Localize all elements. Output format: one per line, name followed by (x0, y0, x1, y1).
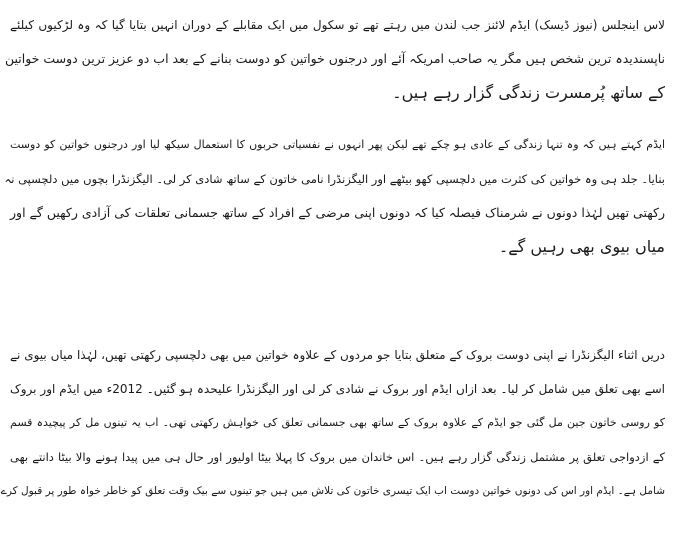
text-line: اسے بھی تعلق میں شامل کر لیا۔ بعد ازاں ایڈم اور بروک نے شادی کر لی اور الیگزنڈرا علیحدہ ہو گئیں۔ 2012ء میں ایڈم اور بروک (10, 382, 666, 396)
text-line: کے ازدواجی تعلق پر مشتمل زندگی گزار رہے ہیں۔ اس خاندان میں بروک کا پہلا بیٹا اولیور اور حال ہی میں پیدا ہونے والا بیٹا دانتے بھی (10, 450, 665, 464)
text-line: کو روسی خاتون جین مل گئی جو ایڈم کے علاوہ بروک کے ساتھ بھی جسمانی تعلق کی خواہش رکھتی تھی۔ اب یہ تینوں مل کر پیچیدہ قسم (10, 416, 665, 429)
text-line: بنایا۔ جلد ہی وہ خواتین کی کثرت میں دلچسپی کھو بیٹھے اور الیگزنڈرا نامی خاتون کے ساتھ شادی کر لی۔ الیگزنڈرا بچوں میں دلچسپی نہ (4, 172, 665, 186)
text-line: لاس اینجلس (نیوز ڈیسک) ایڈم لائنز جب لندن میں رہتے تھے تو سکول میں ایک مقابلے کے دوران انہیں بتایا گیا کہ وہ لڑکیوں کیلئے (10, 18, 665, 32)
paragraph (0, 128, 675, 264)
text-line: شامل ہے۔ ایڈم اور اس کی دونوں خواتین دوست اب ایک تیسری خاتون کی تلاش میں ہیں جو تینوں سے بیک وقت تعلق کو خاطر خواہ طور پر قبول کرے (0, 485, 665, 497)
text-line: کے ساتھ پُرمسرت زندگی گزار رہے ہیں۔ (392, 83, 665, 102)
text-line: میاں بیوی بھی رہیں گے۔ (498, 237, 665, 256)
text-line: ناپسندیدہ ترین شخص ہیں مگر یہ صاحب امریکہ آئے اور درجنوں خواتین کو دوست بنانے کے بعد اب دو عزیز ترین دوست خواتین (4, 51, 665, 66)
paragraph (0, 338, 675, 508)
text-line: ایڈم کہتے ہیں کہ وہ تنہا زندگی کے عادی ہو چکے تھے لیکن پھر انہوں نے نفسیاتی حربوں کا استعمال سیکھ لیا اور درجنوں خواتین کو دوست (10, 138, 665, 151)
text-line: رکھتی تھیں لہٰذا دونوں نے شرمناک فیصلہ کیا کہ دونوں اپنی مرضی کے افراد کے ساتھ جسمانی تعلقات کی آزادی رکھیں گے اور (10, 205, 665, 220)
paragraph (0, 8, 675, 110)
text-line: دریں اثناء الیگزنڈرا نے اپنی دوست بروک کے متعلق بتایا جو مردوں کے علاوہ خواتین میں بھی دلچسپی رکھتی تھیں، لہٰذا میاں بیوی نے (10, 348, 665, 362)
